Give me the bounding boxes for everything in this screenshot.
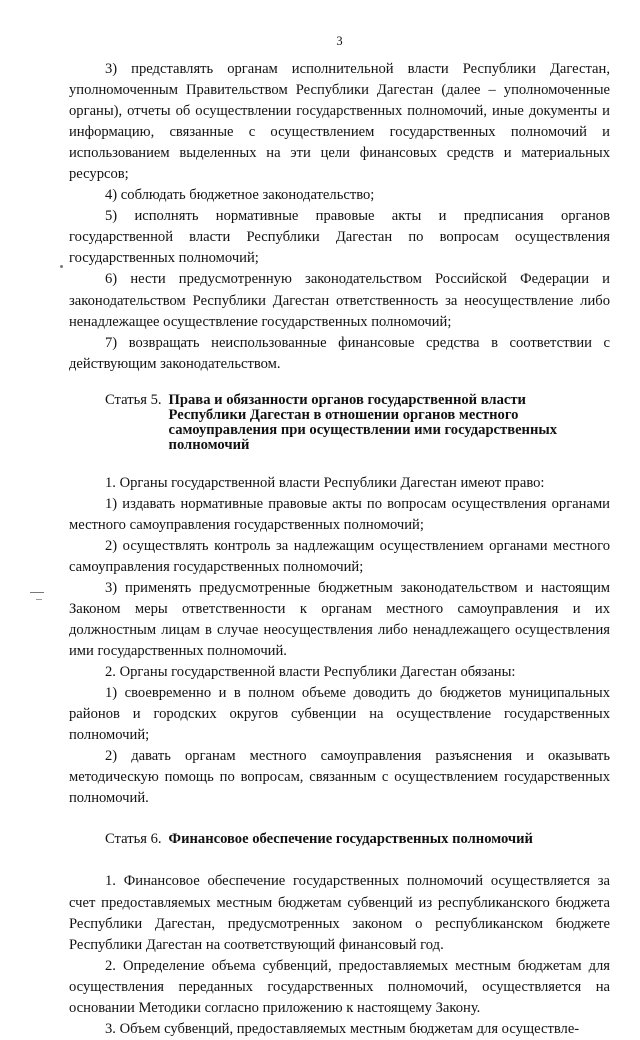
article-5-label: Статья 5.	[105, 391, 162, 408]
margin-pencil-mark-small	[36, 599, 42, 600]
paragraph-obligation-6: 6) нести предусмотренную законодательством Российской Федерации и законодательством Республики Дагестан ответственность за неосуществление либо ненадлежащее осуществление государственных полномочий;	[69, 271, 610, 330]
paragraph-obligation-5: 5) исполнять нормативные правовые акты и предписания органов государственной власти Республики Дагестан по вопросам осуществления государственных полномочий;	[69, 208, 610, 267]
article-6-heading	[69, 829, 610, 850]
paragraph-right-3: 3) применять предусмотренные бюджетным законодательством и настоящим Законом меры ответственности к органам местного самоуправления и их должностным лицам в случае неосуществления либо ненадлежащего осуществления ими государственных полномочий.	[69, 579, 610, 660]
document-page	[69, 0, 610, 1037]
paragraph-duty-2: 2) давать органам местного самоуправления разъяснения и оказывать методическую помощь по вопросам, связанным с осуществлением государственных полномочий.	[69, 748, 610, 807]
paragraph-rights-intro: 1. Органы государственной власти Республики Дагестан имеют право:	[105, 474, 545, 491]
article-5-title: Права и обязанности органов государственной власти Республики Дагестан в отношении органов местного самоуправления при осуществлении ими государственных полномочий	[168, 391, 558, 453]
paragraph-financing-1: 1. Финансовое обеспечение государственных полномочий осуществляется за счет предоставляемых местным бюджетам субвенций из республиканского бюджета Республики Дагестан, предусмотренных законом о республиканском бюджете Республики Дагестан на соответствующий финансовый год.	[69, 873, 610, 953]
article-6-label: Статья 6.	[105, 831, 162, 848]
paragraph-right-1: 1) издавать нормативные правовые акты по вопросам осуществления органами местного самоуправления государственных полномочий;	[69, 495, 610, 533]
paragraph-right-2: 2) осуществлять контроль за надлежащим осуществлением органами местного самоуправления государственных полномочий;	[69, 537, 610, 575]
paragraph-duty-1: 1) своевременно и в полном объеме доводить до бюджетов муниципальных районов и городских округов субвенции на осуществление государственных полномочий;	[69, 685, 610, 744]
page-number: 3	[336, 34, 343, 48]
paragraph-obligation-3: 3) представлять органам исполнительной власти Республики Дагестан, уполномоченным Правительством Республики Дагестан (далее – уполномоченные органы), отчеты об осуществлении государственных полномочий, иные документы и информацию, связанные с осуществлением государственных полномочий и использованием выделенных на эти цели финансовых средств и материальных ресурсов;	[69, 61, 610, 183]
paragraph-obligation-7: 7) возвращать неиспользованные финансовые средства в соответствии с действующим законодательством.	[69, 334, 610, 372]
paragraph-financing-3: 3. Объем субвенций, предоставляемых местным бюджетам для осуществле-	[105, 1020, 580, 1037]
document-body	[69, 59, 610, 1040]
paragraph-duties-intro: 2. Органы государственной власти Республики Дагестан обязаны:	[105, 664, 516, 681]
article-5-heading	[69, 393, 610, 453]
paragraph-financing-2: 2. Определение объема субвенций, предоставляемых местным бюджетам для осуществления переданных государственных полномочий, осуществляется на основании Методики согласно приложению к настоящему Закону.	[69, 957, 610, 1016]
paragraph-obligation-4: 4) соблюдать бюджетное законодательство;	[105, 187, 375, 204]
margin-pencil-mark	[30, 592, 44, 593]
margin-dot-mark	[60, 265, 63, 268]
article-6-title: Финансовое обеспечение государственных полномочий	[168, 831, 533, 848]
